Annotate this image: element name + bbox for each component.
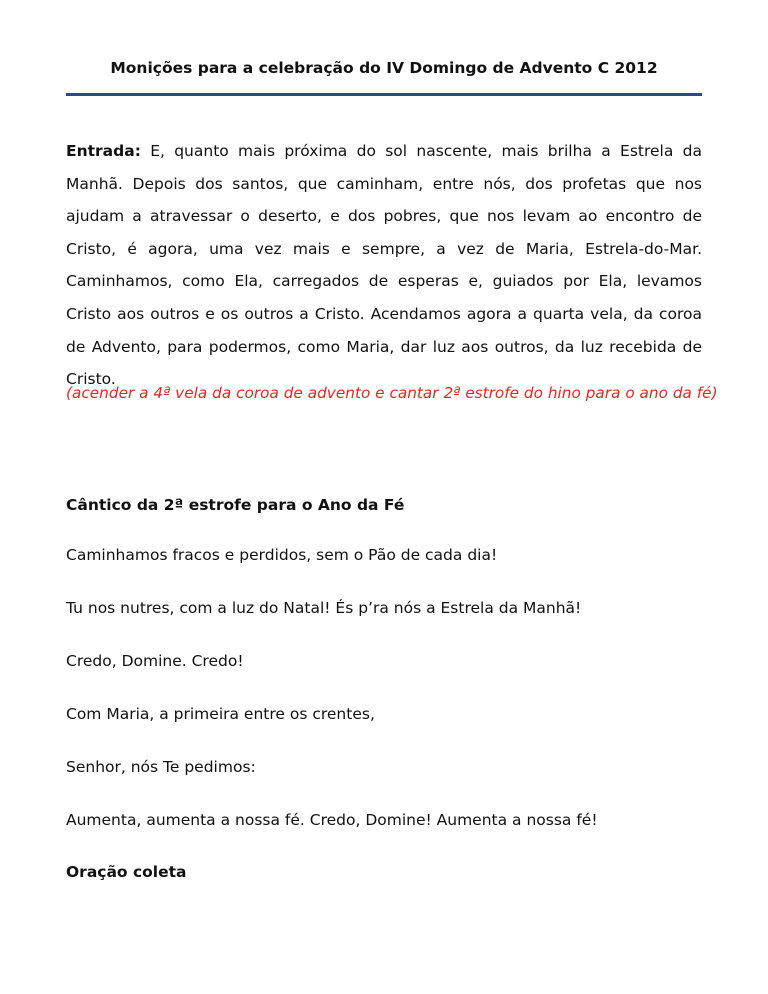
title-rule	[66, 93, 702, 96]
rubric-instruction: (acender a 4ª vela da coroa de advento e cantar 2ª estrofe do hino para o ano da fé)	[66, 384, 718, 402]
document-title: Monições para a celebração do IV Domingo de Advento C 2012	[110, 59, 658, 77]
hymn-line: Tu nos nutres, com a luz do Natal! És p’ra nós a Estrela da Manhã!	[66, 599, 582, 617]
entrada-text: E, quanto mais próxima do sol nascente, mais brilha a Estrela da Manhã. Depois dos santos, que caminham, entre nós, dos profetas que nos ajudam a atravessar o deserto, e dos pobres, que nos levam ao encontro de Cristo, é agora, uma vez mais e sempre, a vez de Maria, Estrela-do-Mar. Caminhamos, como Ela, carregados de esperas e, guiados por Ela, levamos Cristo aos outros e os outros a Cristo. Acendamos agora a quarta vela, da coroa de Advento, para podermos, como Maria, dar luz aos outros, da luz recebida de Cristo.	[66, 142, 702, 389]
hymn-line: Senhor, nós Te pedimos:	[66, 758, 256, 776]
hymn-line: Caminhamos fracos e perdidos, sem o Pão de cada dia!	[66, 546, 498, 564]
cantico-heading: Cântico da 2ª estrofe para o Ano da Fé	[66, 496, 405, 514]
entrada-paragraph	[66, 135, 702, 396]
oracao-heading: Oração coleta	[66, 863, 187, 881]
entrada-label: Entrada:	[66, 142, 141, 160]
hymn-line: Credo, Domine. Credo!	[66, 652, 244, 670]
hymn-line: Com Maria, a primeira entre os crentes,	[66, 705, 375, 723]
hymn-line: Aumenta, aumenta a nossa fé. Credo, Domine! Aumenta a nossa fé!	[66, 811, 598, 829]
